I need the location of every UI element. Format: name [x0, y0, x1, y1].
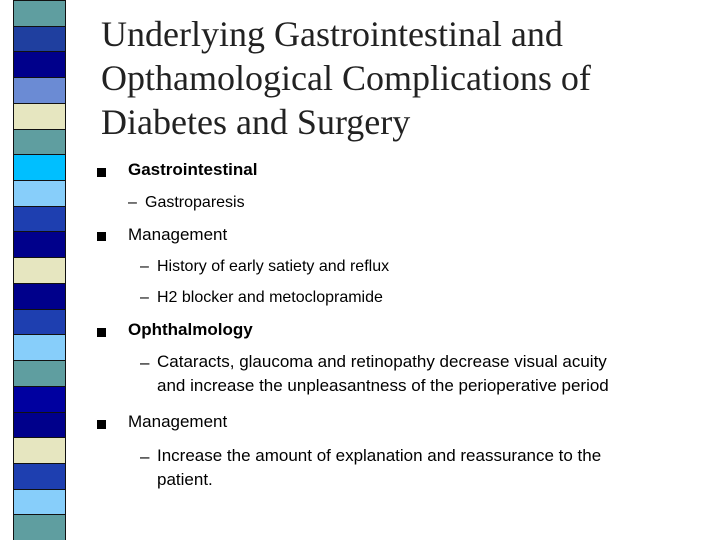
stripe-block [13, 489, 66, 515]
bullet-management-2: Management [128, 412, 228, 431]
square-bullet-icon [97, 328, 106, 337]
square-bullet-icon [97, 420, 106, 429]
dash-marker: – [128, 194, 137, 211]
sub-cataracts-line-2: and increase the unpleasantness of the perioperative period [157, 376, 609, 395]
dash-marker: – [140, 353, 150, 372]
sub-increase [157, 444, 601, 492]
stripe-block [13, 231, 66, 257]
dash-marker: – [140, 258, 149, 275]
stripe-block [13, 154, 66, 180]
bullet-gastrointestinal: Gastrointestinal [128, 160, 258, 179]
stripe-block [13, 0, 66, 26]
sub-h2-blocker: H2 blocker and metoclopramide [157, 289, 383, 306]
title-line-2: Opthamological Complications of [101, 58, 591, 98]
bullet-management-1: Management [128, 225, 228, 244]
stripe-block [13, 257, 66, 283]
sub-gastroparesis: Gastroparesis [145, 194, 245, 211]
stripe-block [13, 103, 66, 129]
stripe-block [13, 437, 66, 463]
stripe-block [13, 180, 66, 206]
sub-cataracts-line-1: Cataracts, glaucoma and retinopathy decrease visual acuity [157, 352, 607, 371]
dash-marker: – [140, 289, 149, 306]
decorative-stripe [0, 0, 66, 540]
slide-title [101, 12, 701, 144]
square-bullet-icon [97, 232, 106, 241]
stripe-block [13, 360, 66, 386]
dash-marker: – [140, 447, 150, 466]
stripe-block [13, 386, 66, 412]
stripe-block [13, 26, 66, 52]
sub-history: History of early satiety and reflux [157, 258, 390, 275]
stripe-block [13, 463, 66, 489]
sub-increase-line-1: Increase the amount of explanation and reassurance to the [157, 446, 602, 465]
stripe-block [13, 129, 66, 155]
stripe-block [13, 206, 66, 232]
stripe-block [13, 283, 66, 309]
bullet-ophthalmology: Ophthalmology [128, 320, 253, 339]
stripe-block [13, 334, 66, 360]
stripe-block [13, 412, 66, 438]
stripe-block [13, 309, 66, 335]
stripe-block [13, 51, 66, 77]
stripe-block [13, 514, 66, 540]
title-line-3: Diabetes and Surgery [101, 102, 411, 142]
square-bullet-icon [97, 168, 106, 177]
sub-cataracts [157, 350, 609, 398]
sub-increase-line-2: patient. [157, 470, 213, 489]
title-line-1: Underlying Gastrointestinal and [101, 14, 563, 54]
stripe-block [13, 77, 66, 103]
